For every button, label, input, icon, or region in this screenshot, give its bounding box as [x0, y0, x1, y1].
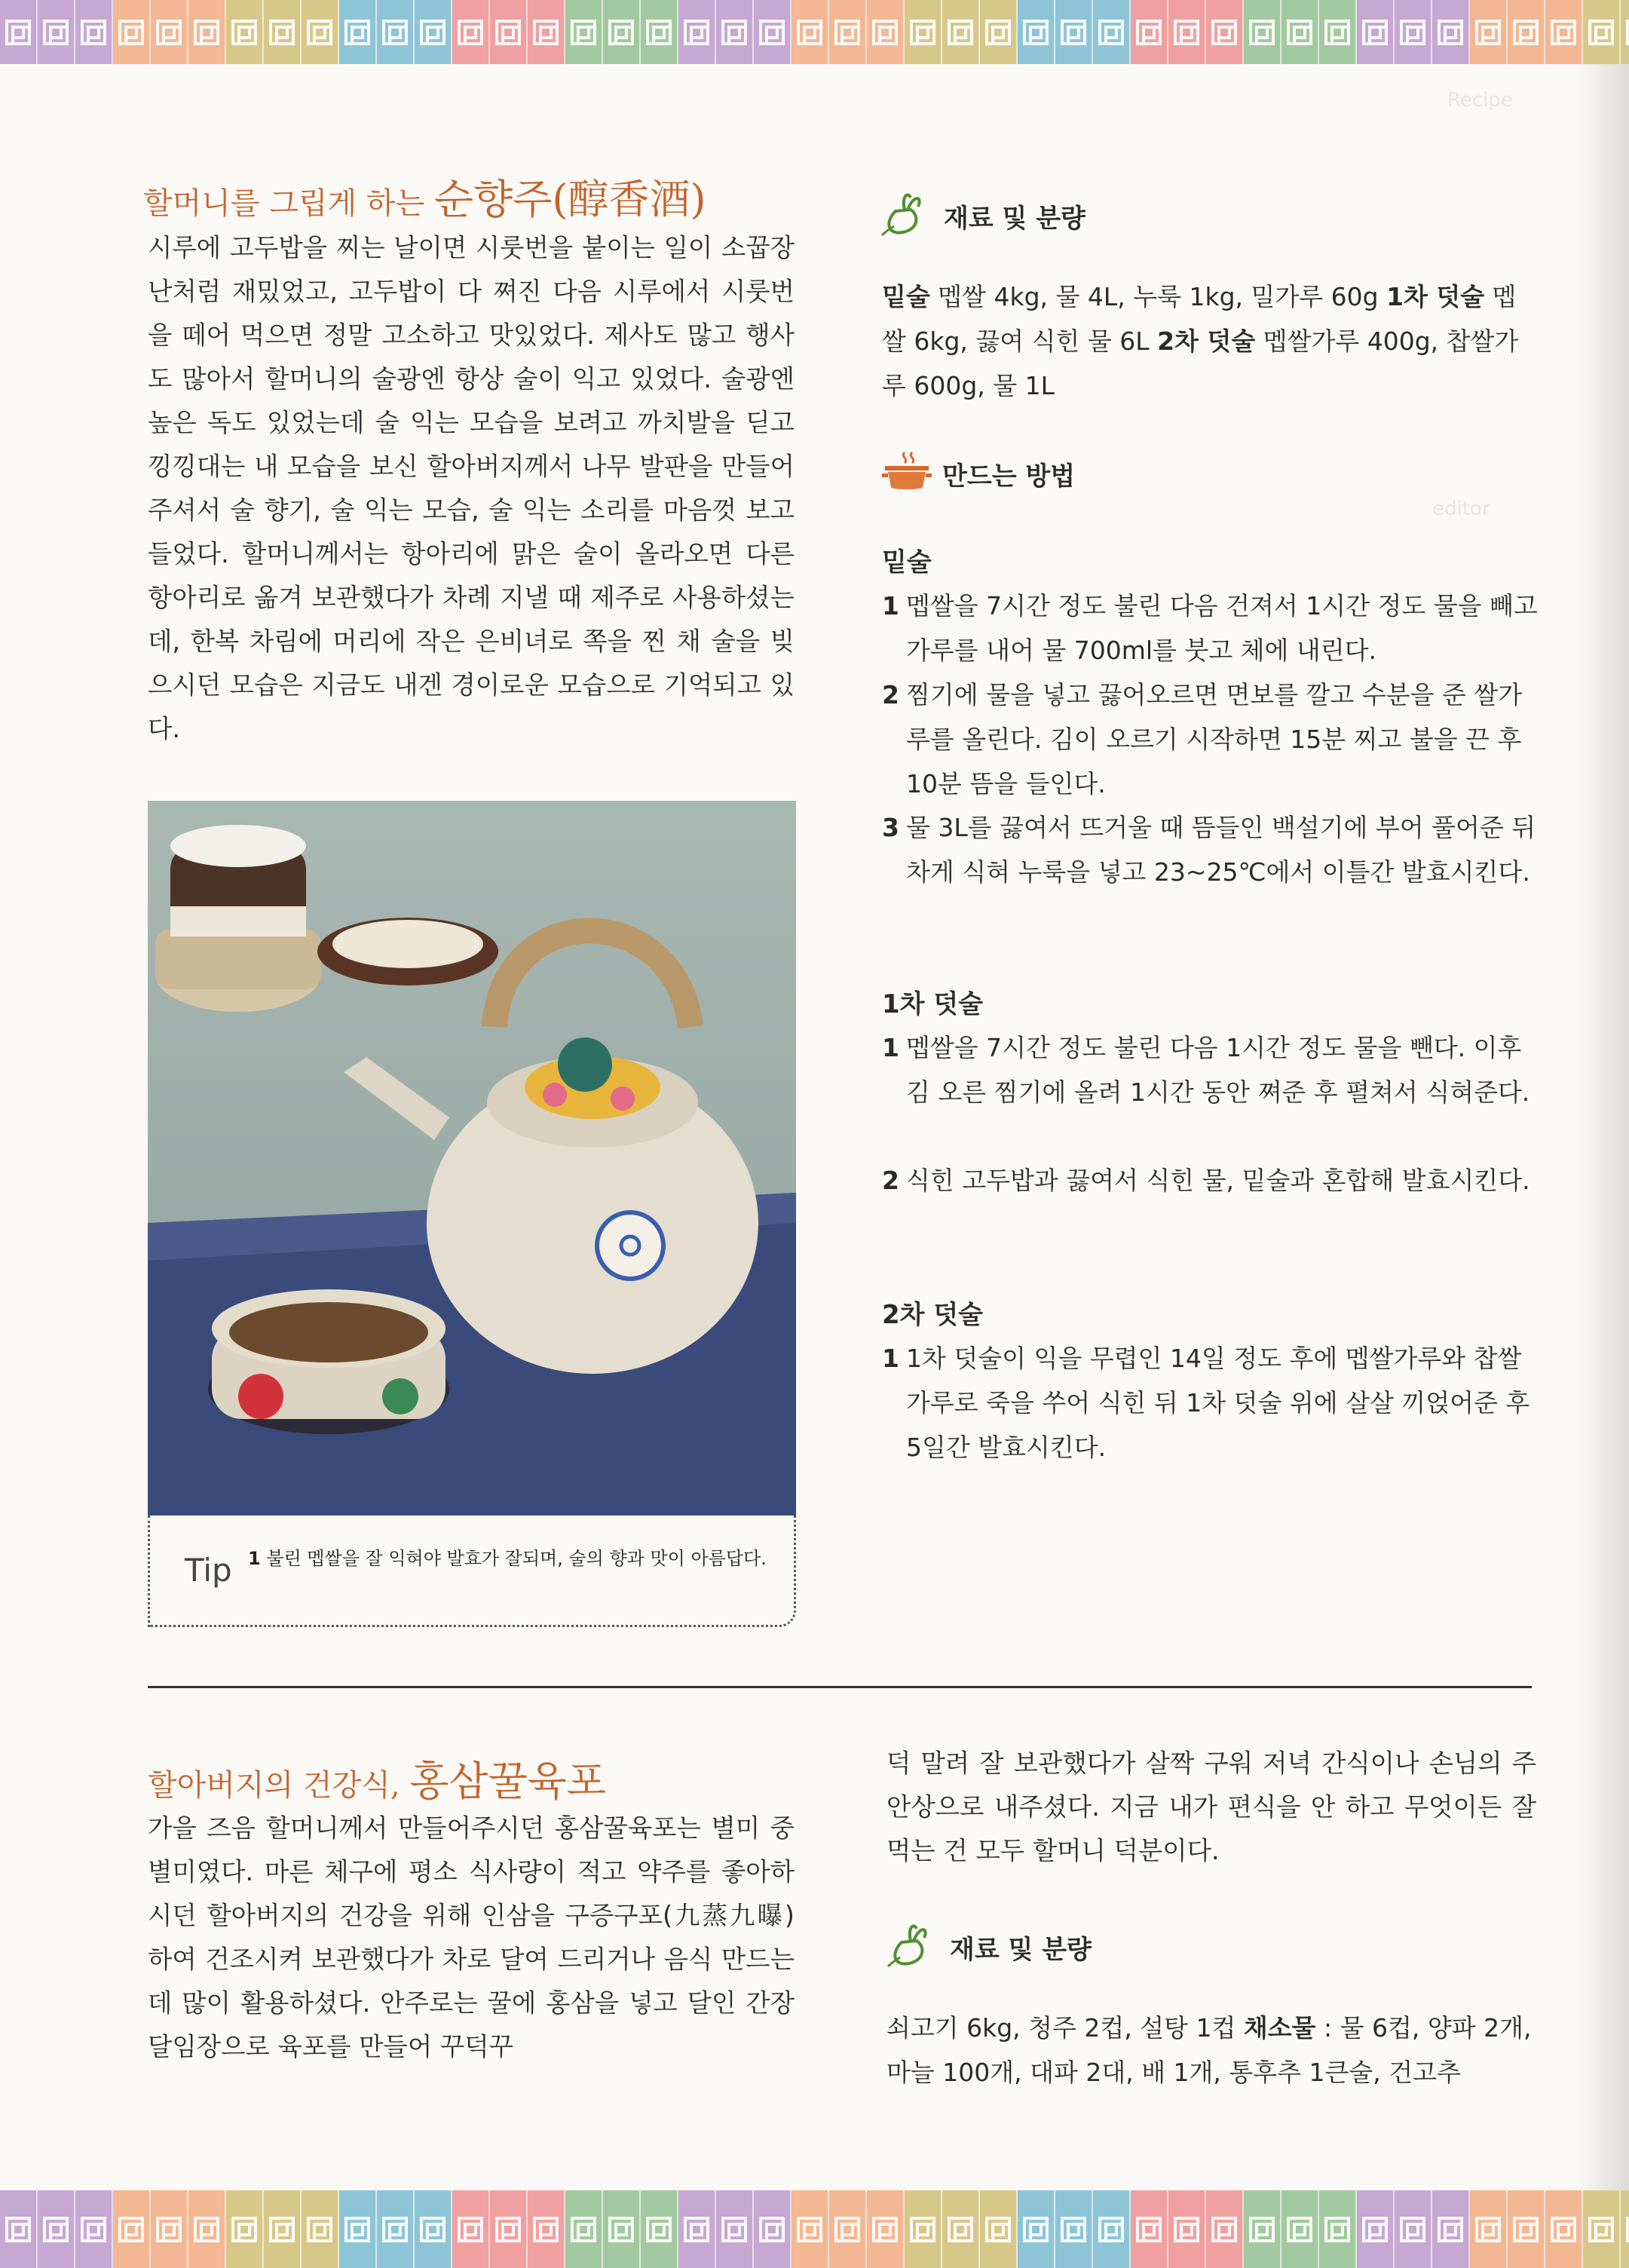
border-tile	[1281, 0, 1319, 64]
meander-pattern-icon	[231, 20, 257, 45]
ingredient-group-label: 1차 덧술	[1386, 282, 1485, 311]
teapot-photo	[148, 801, 796, 1516]
meander-pattern-icon	[458, 2217, 483, 2242]
meander-pattern-icon	[1174, 2217, 1199, 2242]
ingredients-heading-1-text: 재료 및 분량	[944, 204, 1085, 234]
border-tile	[1018, 0, 1055, 64]
step-number: 3	[882, 813, 899, 842]
meander-pattern-icon	[1551, 2217, 1576, 2242]
meander-pattern-icon	[608, 20, 634, 45]
border-tile	[226, 0, 264, 64]
meander-pattern-icon	[495, 20, 521, 45]
border-tile	[264, 2190, 302, 2268]
meander-pattern-icon	[1098, 20, 1124, 45]
tip-box	[148, 1516, 796, 1627]
border-tile	[113, 0, 151, 64]
radish-icon	[886, 1920, 939, 1975]
tip-text	[248, 1546, 776, 1571]
meander-pattern-icon	[1438, 20, 1463, 45]
ingredient-group-label: 채소물	[1243, 2013, 1316, 2043]
meander-pattern-icon	[5, 20, 31, 45]
border-tile	[1545, 2190, 1583, 2268]
border-tile	[641, 0, 678, 64]
step-number: 2	[882, 680, 899, 710]
meander-pattern-icon	[5, 2217, 31, 2242]
border-tile	[867, 2190, 905, 2268]
section2-title-main: 홍삼꿀육포	[409, 1758, 607, 1805]
meander-pattern-icon	[646, 2217, 672, 2242]
top-decorative-border	[0, 0, 1629, 64]
meander-pattern-icon	[797, 20, 822, 45]
ingredient-group-text: : 물 6컵, 양파 2개, 마늘 100개, 대파 2대, 배 1개, 통후추 1큰술, 건고추	[886, 2013, 1532, 2087]
border-tile	[1508, 0, 1545, 64]
meander-pattern-icon	[156, 2217, 182, 2242]
meander-pattern-icon	[1400, 2217, 1425, 2242]
meander-pattern-icon	[1513, 20, 1539, 45]
border-tile	[75, 2190, 113, 2268]
meander-pattern-icon	[1626, 20, 1629, 45]
border-tile	[1131, 0, 1168, 64]
meander-pattern-icon	[307, 20, 332, 45]
meander-pattern-icon	[533, 20, 559, 45]
border-tile	[1508, 2190, 1545, 2268]
meander-pattern-icon	[1249, 20, 1275, 45]
ingredient-group-label: 2차 덧술	[1157, 326, 1256, 356]
border-tile	[829, 0, 867, 64]
border-tile	[528, 2190, 565, 2268]
border-tile	[565, 0, 603, 64]
border-tile	[339, 2190, 377, 2268]
meander-pattern-icon	[759, 2217, 785, 2242]
section2-body-left: 가을 즈음 할머니께서 만들어주시던 홍삼꿀육포는 별미 중 별미였다. 마른 체구에 평소 식사량이 적고 약주를 좋아하시던 할아버지의 건강을 위해 인삼을 구증구포(九蒸九曝)하여 건조시켜 보관했다가 차로 달여 드리거나 음식 만드는 데 많이 활용하셨다. 안주로는 꿀에 홍삼을 넣고 달인 간장달임장으로 육포를 만들어 꾸덕꾸	[148, 1813, 795, 2061]
meander-pattern-icon	[1438, 2217, 1463, 2242]
meander-pattern-icon	[231, 2217, 257, 2242]
meander-pattern-icon	[1324, 2217, 1350, 2242]
method-group-title: 2차 덧술	[882, 1300, 984, 1330]
border-tile	[1319, 2190, 1357, 2268]
meander-pattern-icon	[43, 20, 69, 45]
ingredient-group-text: 멥쌀 6kg, 끓여 식힌 물 6L	[882, 282, 1517, 356]
border-tile	[490, 2190, 528, 2268]
border-tile	[226, 2190, 264, 2268]
border-tile	[528, 0, 565, 64]
meander-pattern-icon	[344, 2217, 370, 2242]
meander-pattern-icon	[382, 2217, 408, 2242]
meander-pattern-icon	[948, 20, 973, 45]
method-group-title: 밑술	[882, 547, 932, 578]
meander-pattern-icon	[458, 20, 483, 45]
ingredients-heading-2-text: 재료 및 분량	[950, 1935, 1092, 1965]
step-text: 멥쌀을 7시간 정도 불린 다음 1시간 정도 물을 뺀다. 이후 김 오른 찜기에 올려 1시간 동안 쪄준 후 펼쳐서 식혀준다.	[906, 1033, 1530, 1107]
radish-icon	[880, 188, 933, 244]
border-tile	[1018, 2190, 1055, 2268]
meander-pattern-icon	[382, 20, 408, 45]
meander-pattern-icon	[985, 20, 1011, 45]
step-number: 1	[882, 1344, 899, 1373]
meander-pattern-icon	[1287, 2217, 1312, 2242]
border-tile	[302, 2190, 339, 2268]
border-tile	[1583, 0, 1621, 64]
meander-pattern-icon	[1136, 20, 1162, 45]
meander-pattern-icon	[81, 20, 106, 45]
page-gutter-shadow	[1576, 64, 1629, 2190]
section2-title	[148, 1749, 606, 1807]
meander-pattern-icon	[1211, 2217, 1237, 2242]
border-tile	[1621, 0, 1629, 64]
meander-pattern-icon	[1211, 20, 1237, 45]
tip-number: 1	[248, 1548, 261, 1569]
section2-title-prefix: 할아버지의 건강식,	[148, 1768, 410, 1803]
meander-pattern-icon	[194, 2217, 219, 2242]
border-tile	[38, 0, 75, 64]
border-tile	[1470, 2190, 1508, 2268]
border-tile	[678, 0, 716, 64]
meander-pattern-icon	[156, 20, 182, 45]
border-tile	[905, 2190, 942, 2268]
border-tile	[603, 0, 641, 64]
border-tile	[980, 2190, 1018, 2268]
border-tile	[75, 0, 113, 64]
meander-pattern-icon	[910, 20, 935, 45]
method-step	[882, 1336, 1538, 1470]
tip-label: Tip	[185, 1552, 232, 1589]
border-tile	[716, 0, 754, 64]
meander-pattern-icon	[1136, 2217, 1162, 2242]
meander-pattern-icon	[834, 20, 860, 45]
method-step	[882, 1025, 1538, 1114]
border-tile	[0, 2190, 38, 2268]
meander-pattern-icon	[1626, 2217, 1629, 2242]
border-tile	[792, 2190, 829, 2268]
border-tile	[829, 2190, 867, 2268]
border-tile	[1395, 0, 1432, 64]
meander-pattern-icon	[1174, 20, 1199, 45]
meander-pattern-icon	[533, 2217, 559, 2242]
meander-pattern-icon	[1551, 20, 1576, 45]
border-tile	[452, 2190, 490, 2268]
border-tile	[415, 2190, 452, 2268]
meander-pattern-icon	[269, 2217, 295, 2242]
bleed-through-recipe: Recipe	[1447, 89, 1513, 112]
method-heading-text: 만드는 방법	[942, 461, 1076, 492]
border-tile	[452, 0, 490, 64]
ingredients-heading-1	[880, 188, 1085, 244]
border-tile	[1168, 2190, 1206, 2268]
border-tile	[1093, 0, 1131, 64]
border-tile	[151, 0, 188, 64]
border-tile	[1093, 2190, 1131, 2268]
border-tile	[716, 2190, 754, 2268]
section-divider	[148, 1686, 1532, 1688]
border-tile	[0, 0, 38, 64]
meander-pattern-icon	[608, 2217, 634, 2242]
meander-pattern-icon	[1324, 20, 1350, 45]
border-tile	[339, 0, 377, 64]
border-tile	[1319, 0, 1357, 64]
meander-pattern-icon	[684, 20, 709, 45]
ingredient-group-label: 밑술	[882, 282, 930, 311]
ingredient-group-text: 멥쌀가루 400g, 찹쌀가루 600g, 물 1L	[882, 326, 1519, 400]
meander-pattern-icon	[759, 20, 785, 45]
border-tile	[264, 0, 302, 64]
meander-pattern-icon	[684, 2217, 709, 2242]
meander-pattern-icon	[495, 2217, 521, 2242]
meander-pattern-icon	[872, 2217, 898, 2242]
section1-title	[143, 167, 706, 225]
meander-pattern-icon	[721, 2217, 747, 2242]
border-tile	[1357, 2190, 1395, 2268]
border-tile	[113, 2190, 151, 2268]
bleed-through-editor: editor	[1432, 498, 1490, 520]
step-text: 찜기에 물을 넣고 끓어오르면 면보를 깔고 수분을 준 쌀가루를 올린다. 김이 오르기 시작하면 15분 찌고 불을 끈 후 10분 뜸을 들인다.	[906, 680, 1523, 798]
meander-pattern-icon	[1513, 2217, 1539, 2242]
teapot-photo-illustration	[148, 801, 796, 1516]
meander-pattern-icon	[1400, 20, 1425, 45]
border-tile	[980, 0, 1018, 64]
border-tile	[1055, 2190, 1093, 2268]
tip-content: 불린 멥쌀을 잘 익혀야 발효가 잘되며, 술의 향과 맛이 아름답다.	[260, 1548, 767, 1569]
meander-pattern-icon	[910, 2217, 935, 2242]
border-tile	[188, 0, 226, 64]
border-tile	[867, 0, 905, 64]
meander-pattern-icon	[797, 2217, 822, 2242]
section1-title-prefix: 할머니를 그립게 하는	[143, 186, 434, 221]
step-text: 식힌 고두밥과 끓여서 식힌 물, 밑술과 혼합해 발효시킨다.	[906, 1166, 1530, 1195]
border-tile	[1244, 0, 1281, 64]
step-text: 멥쌀을 7시간 정도 불린 다음 건져서 1시간 정도 물을 빼고 가루를 내어 물 700ml를 붓고 체에 내린다.	[906, 591, 1538, 665]
step-text: 물 3L를 끓여서 뜨거울 때 뜸들인 백설기에 부어 풀어준 뒤 차게 식혀 누룩을 넣고 23~25℃에서 이틀간 발효시킨다.	[906, 813, 1536, 887]
meander-pattern-icon	[571, 20, 596, 45]
border-tile	[792, 0, 829, 64]
border-tile	[377, 0, 415, 64]
meander-pattern-icon	[1098, 2217, 1124, 2242]
border-tile	[1621, 2190, 1629, 2268]
border-tile	[603, 2190, 641, 2268]
border-tile	[754, 2190, 792, 2268]
section2-body-right: 덕 말려 잘 보관했다가 살짝 구워 저녁 간식이나 손님의 주안상으로 내주셨다. 지금 내가 편식을 안 하고 무엇이든 잘 먹는 건 모두 할머니 덕분이다.	[886, 1749, 1536, 1865]
border-tile	[1432, 2190, 1470, 2268]
method-step	[882, 584, 1538, 673]
section1-title-main: 순향주(醇香酒)	[433, 176, 706, 223]
pot-icon	[882, 449, 932, 498]
ingredient-group-text: 쇠고기 6kg, 청주 2컵, 설탕 1컵	[886, 2013, 1244, 2043]
border-tile	[377, 2190, 415, 2268]
meander-pattern-icon	[118, 20, 144, 45]
border-tile	[1432, 0, 1470, 64]
ingredients-heading-2	[886, 1920, 1092, 1975]
border-tile	[942, 2190, 980, 2268]
meander-pattern-icon	[118, 2217, 144, 2242]
meander-pattern-icon	[1023, 2217, 1049, 2242]
meander-pattern-icon	[1023, 20, 1049, 45]
meander-pattern-icon	[1588, 20, 1614, 45]
meander-pattern-icon	[194, 20, 219, 45]
border-tile	[151, 2190, 188, 2268]
meander-pattern-icon	[1475, 2217, 1501, 2242]
ingredients-list-1	[882, 274, 1538, 408]
border-tile	[490, 0, 528, 64]
border-tile	[302, 0, 339, 64]
border-tile	[1206, 2190, 1244, 2268]
meander-pattern-icon	[985, 2217, 1011, 2242]
border-tile	[1206, 0, 1244, 64]
method-heading	[882, 449, 1075, 498]
ingredient-group-text: 멥쌀 4kg, 물 4L, 누룩 1kg, 밀가루 60g	[929, 282, 1387, 311]
meander-pattern-icon	[420, 2217, 446, 2242]
border-tile	[1055, 0, 1093, 64]
border-tile	[1168, 0, 1206, 64]
meander-pattern-icon	[646, 20, 672, 45]
border-tile	[678, 2190, 716, 2268]
meander-pattern-icon	[269, 20, 295, 45]
border-tile	[1244, 2190, 1281, 2268]
border-tile	[38, 2190, 75, 2268]
meander-pattern-icon	[1287, 20, 1312, 45]
section1-body: 시루에 고두밥을 찌는 날이면 시룻번을 붙이는 일이 소꿉장난처럼 재밌었고, 고두밥이 다 쪄진 다음 시루에서 시룻번을 떼어 먹으면 정말 고소하고 맛있었다. 제사도 많고 행사도 많아서 할머니의 술광엔 항상 술이 익고 있었다. 술광엔 높은 독도 있었는데 술 익는 모습을 보려고 까치발을 딛고 낑낑대는 내 모습을 보신 할아버지께서 나무 발판을 만들어주셔서 술 향기, 술 익는 모습, 술 익는 소리를 마음껏 보고 들었다. 할머니께서는 항아리에 맑은 술이 올라오면 다른 항아리로 옮겨 보관했다가 차례 지낼 때 제주로 사용하셨는데, 한복 차림에 머리에 작은 은비녀로 쪽을 찐 채 술을 빚으시던 모습은 지금도 내겐 경이로운 모습으로 기억되고 있다.	[148, 233, 795, 743]
step-number: 1	[882, 591, 899, 621]
meander-pattern-icon	[1362, 20, 1388, 45]
border-tile	[1395, 2190, 1432, 2268]
meander-pattern-icon	[1475, 20, 1501, 45]
step-number: 1	[882, 1033, 899, 1062]
step-number: 2	[882, 1166, 899, 1195]
border-tile	[565, 2190, 603, 2268]
border-tile	[1281, 2190, 1319, 2268]
border-tile	[1545, 0, 1583, 64]
border-tile	[905, 0, 942, 64]
border-tile	[188, 2190, 226, 2268]
border-tile	[754, 0, 792, 64]
step-text: 1차 덧술이 익을 무렵인 14일 정도 후에 멥쌀가루와 찹쌀가루로 죽을 쑤어 식힌 뒤 1차 덧술 위에 살살 끼얹어준 후 5일간 발효시킨다.	[906, 1344, 1530, 1462]
meander-pattern-icon	[307, 2217, 332, 2242]
meander-pattern-icon	[420, 20, 446, 45]
meander-pattern-icon	[1061, 20, 1086, 45]
border-tile	[1583, 2190, 1621, 2268]
meander-pattern-icon	[81, 2217, 106, 2242]
method-step	[882, 1158, 1538, 1203]
meander-pattern-icon	[948, 2217, 973, 2242]
meander-pattern-icon	[834, 2217, 860, 2242]
border-tile	[641, 2190, 678, 2268]
border-tile	[1357, 0, 1395, 64]
meander-pattern-icon	[721, 20, 747, 45]
meander-pattern-icon	[571, 2217, 596, 2242]
method-step	[882, 805, 1538, 894]
border-tile	[1470, 0, 1508, 64]
meander-pattern-icon	[1061, 2217, 1086, 2242]
method-group-title: 1차 덧술	[882, 989, 984, 1019]
meander-pattern-icon	[344, 20, 370, 45]
ingredients-list-2	[886, 2006, 1539, 2095]
meander-pattern-icon	[1249, 2217, 1275, 2242]
method-step	[882, 673, 1538, 806]
border-tile	[942, 0, 980, 64]
meander-pattern-icon	[43, 2217, 69, 2242]
bottom-decorative-border	[0, 2190, 1629, 2268]
border-tile	[415, 0, 452, 64]
border-tile	[1131, 2190, 1168, 2268]
meander-pattern-icon	[1588, 2217, 1614, 2242]
meander-pattern-icon	[1362, 2217, 1388, 2242]
meander-pattern-icon	[872, 20, 898, 45]
